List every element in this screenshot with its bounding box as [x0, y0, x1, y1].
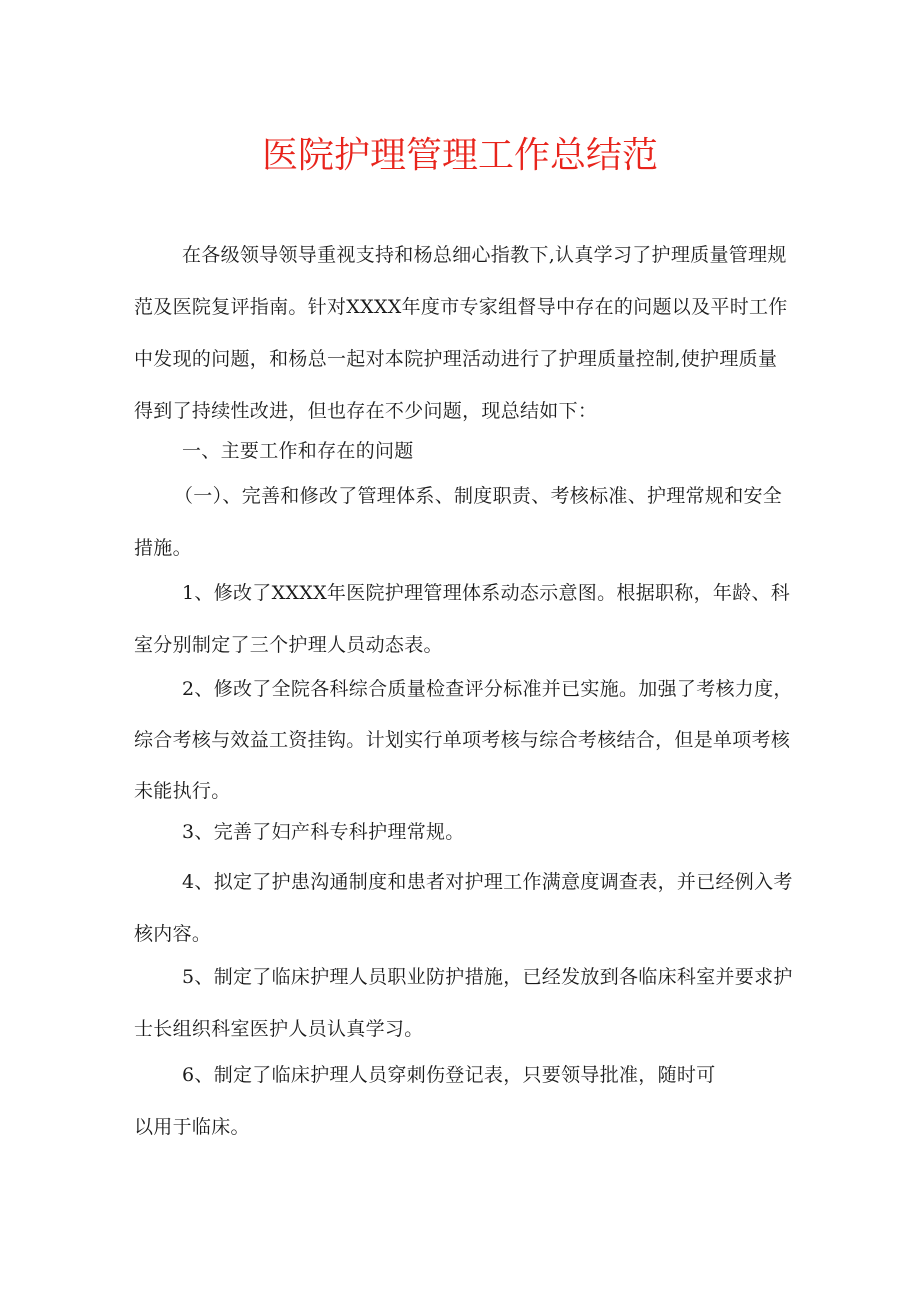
list-item-6-continuation: 以用于临床。 — [134, 1116, 250, 1138]
list-item-3: 3、完善了妇产科专科护理常规。 — [182, 821, 465, 843]
intro-paragraph: 在各级领导领导重视支持和杨总细心指教下,认真学习了护理质量管理规范及医院复评指南。针对XXXX年度市专家组督导中存在的问题以及平时工作中发现的问题，和杨总一起对本院护理活动进行了护理质量控制,使护理质量得到了持续性改进，但也存在不少问题，现总结如下： — [134, 244, 788, 422]
section-heading: 一、主要工作和存在的问题 — [182, 440, 414, 462]
subsection-heading: （一）、完善和修改了管理体系、制度职责、考核标准、护理常规和安全措施。 — [134, 485, 783, 559]
list-item-5: 5、制定了临床护理人员职业防护措施，已经发放到各临床科室并要求护士长组织科室医护人员认真学习。 — [134, 966, 793, 1040]
list-item-4: 4、拟定了护患沟通制度和患者对护理工作满意度调查表，并已经例入考核内容。 — [134, 871, 793, 945]
document-title: 医院护理管理工作总结范 — [261, 135, 658, 176]
list-item-6: 6、制定了临床护理人员穿刺伤登记表，只要领导批准，随时可 — [182, 1064, 716, 1086]
list-item-2: 2、修改了全院各科综合质量检查评分标准并已实施。加强了考核力度，综合考核与效益工资挂钩。计划实行单项考核与综合考核结合，但是单项考核未能执行。 — [134, 678, 793, 802]
list-item-1: 1、修改了XXXX年医院护理管理体系动态示意图。根据职称，年龄、科室分别制定了三个护理人员动态表。 — [134, 582, 791, 656]
